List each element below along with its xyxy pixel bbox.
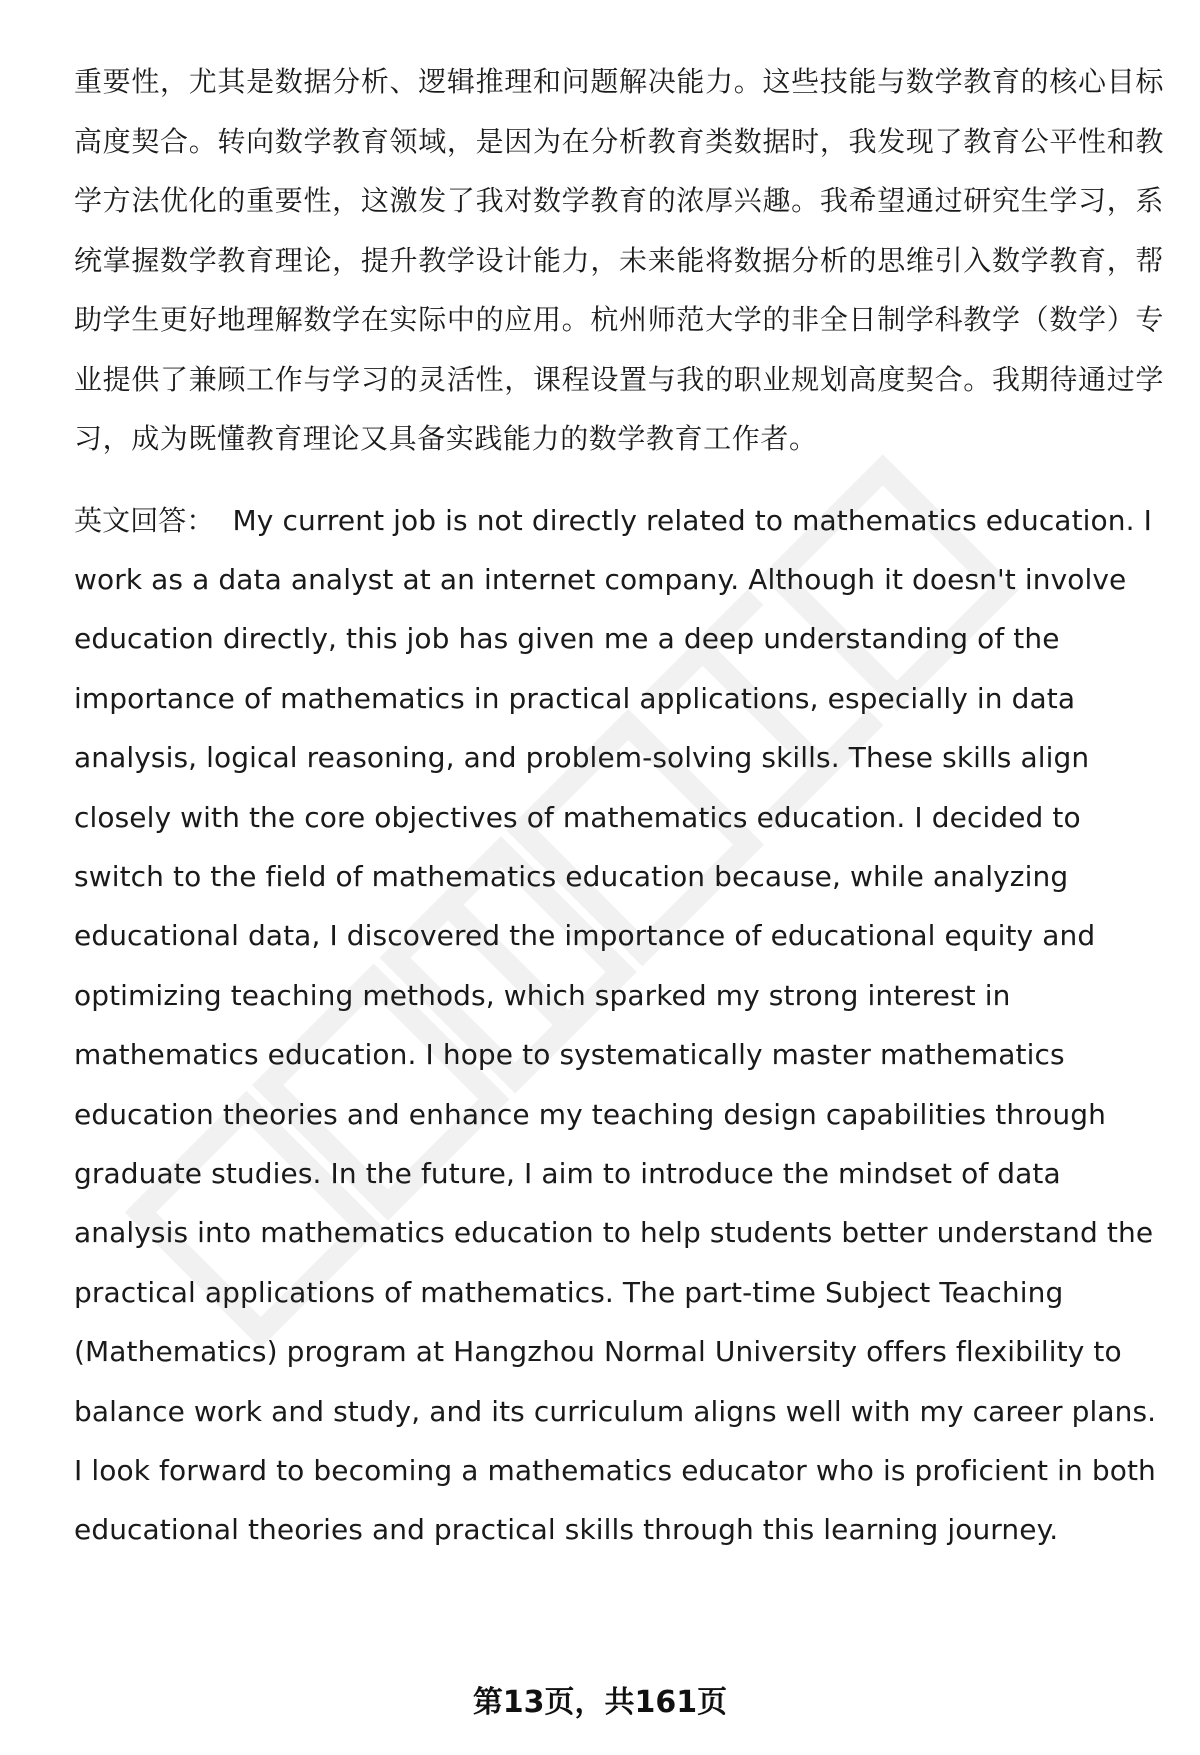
content-area <box>74 52 1164 1560</box>
page-number: 第13页，共161页 <box>472 1685 728 1720</box>
english-answer-paragraph <box>74 491 1164 1560</box>
english-answer-label: 英文回答： <box>74 503 215 537</box>
chinese-answer-paragraph: 重要性，尤其是数据分析、逻辑推理和问题解决能力。这些技能与数学教育的核心目标高度契合。转向数学教育领域，是因为在分析教育类数据时，我发现了教育公平性和教学方法优化的重要性，这激发了我对数学教育的浓厚兴趣。我希望通过研究生学习，系统掌握数学教育理论，提升教学设计能力，未来能将数据分析的思维引入数学教育，帮助学生更好地理解数学在实际中的应用。杭州师范大学的非全日制学科教学（数学）专业提供了兼顾工作与学习的灵活性，课程设置与我的职业规划高度契合。我期待通过学习，成为既懂教育理论又具备实践能力的数学教育工作者。 <box>74 65 1164 455</box>
english-answer-text: My current job is not directly related to mathematics education. I work as a data analyst at an internet company. Although it doesn't involve education directly, this job has given me a deep understanding of the importance of mathematics in practical applications, especially in data analysis, logical reasoning, and problem-solving skills. These skills align closely with the core objectives of mathematics education. I decided to switch to the field of mathematics education because, while analyzing educational data, I discovered the importance of educational equity and optimizing teaching methods, which sparked my strong interest in mathematics education. I hope to systematically master mathematics education theories and enhance my teaching design capabilities through graduate studies. In the future, I aim to introduce the mindset of data analysis into mathematics education to help students better understand the practical applications of mathematics. The part-time Subject Teaching (Mathematics) program at Hangzhou Normal University offers flexibility to balance work and study, and its curriculum aligns well with my career plans. I look forward to becoming a mathematics educator who is proficient in both educational theories and practical skills through this learning journey. <box>74 503 1157 1547</box>
